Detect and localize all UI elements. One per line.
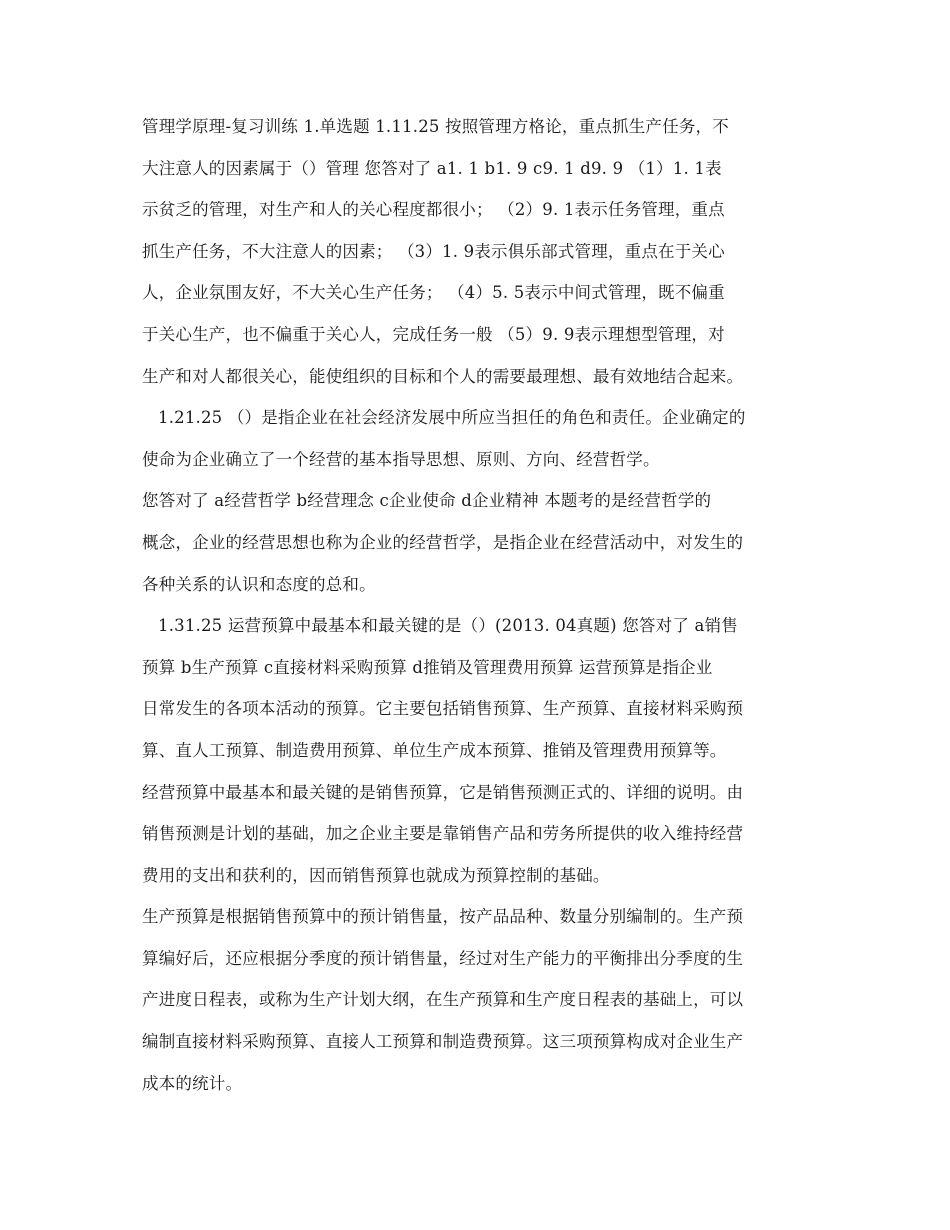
text-line: 日常发生的各项本活动的预算。它主要包括销售预算、生产预算、直接材料采购预 [142,699,744,719]
text-line: 费用的支出和获利的，因而销售预算也就成为预算控制的基础。 [142,865,610,885]
text-line: 概念，企业的经营思想也称为企业的经营哲学，是指企业在经营活动中，对发生的 [142,532,744,552]
text-line: 大注意人的因素属于（）管理 您答对了 a1. 1 b1. 9 c9. 1 d9. 9 （1）1. 1表 [142,158,722,178]
text-line: 成本的统计。 [142,1073,243,1093]
question-heading-line: 1.31.25 运营预算中最基本和最关键的是（）(2013. 04真题) 您答对了 a销售 [158,616,738,636]
text-line: 使命为企业确立了一个经营的基本指导思想、原则、方向、经营哲学。 [142,449,660,469]
text-line: 算编好后，还应根据分季度的预计销售量，经过对生产能力的平衡排出分季度的生 [142,948,744,968]
question-heading-line: 1.21.25 （）是指企业在社会经济发展中所应当担任的角色和责任。企业确定的 [158,408,746,428]
text-line: 经营预算中最基本和最关键的是销售预算，它是销售预测正式的、详细的说明。由 [142,782,744,802]
document-body [142,106,810,1104]
text-line: 您答对了 a经营哲学 b经营理念 c企业使命 d企业精神 本题考的是经营哲学的 [142,491,712,511]
text-line: 各种关系的认识和态度的总和。 [142,574,376,594]
text-line: 管理学原理-复习训练 1.单选题 1.11.25 按照管理方格论，重点抓生产任务，不 [142,117,729,136]
text-line: 示贫乏的管理，对生产和人的关心程度都很小； （2）9. 1表示任务管理，重点 [142,200,725,220]
text-line: 人，企业氛围友好，不大关心生产任务； （4）5. 5表示中间式管理，既不偏重 [142,283,725,303]
text-line: 于关心生产，也不偏重于关心人，完成任务一般 （5）9. 9表示理想型管理，对 [142,324,725,344]
text-line: 编制直接材料采购预算、直接人工预算和制造费预算。这三项预算构成对企业生产 [142,1032,744,1052]
text-line: 算、直人工预算、制造费用预算、单位生产成本预算、推销及管理费用预算等。 [142,740,727,760]
text-line: 生产预算是根据销售预算中的预计销售量，按产品品种、数量分别编制的。生产预 [142,907,744,927]
text-line: 产进度日程表，或称为生产计划大纲，在生产预算和生产度日程表的基础上，可以 [142,990,744,1010]
text-line: 抓生产任务，不大注意人的因素； （3）1. 9表示俱乐部式管理，重点在于关心 [142,241,725,261]
text-line: 销售预测是计划的基础，加之企业主要是靠销售产品和劳务所提供的收入维持经营 [142,824,744,844]
text-line: 生产和对人都很关心，能使组织的目标和个人的需要最理想、最有效地结合起来。 [142,366,744,386]
text-line: 预算 b生产预算 c直接材料采购预算 d推销及管理费用预算 运营预算是指企业 [142,657,713,677]
